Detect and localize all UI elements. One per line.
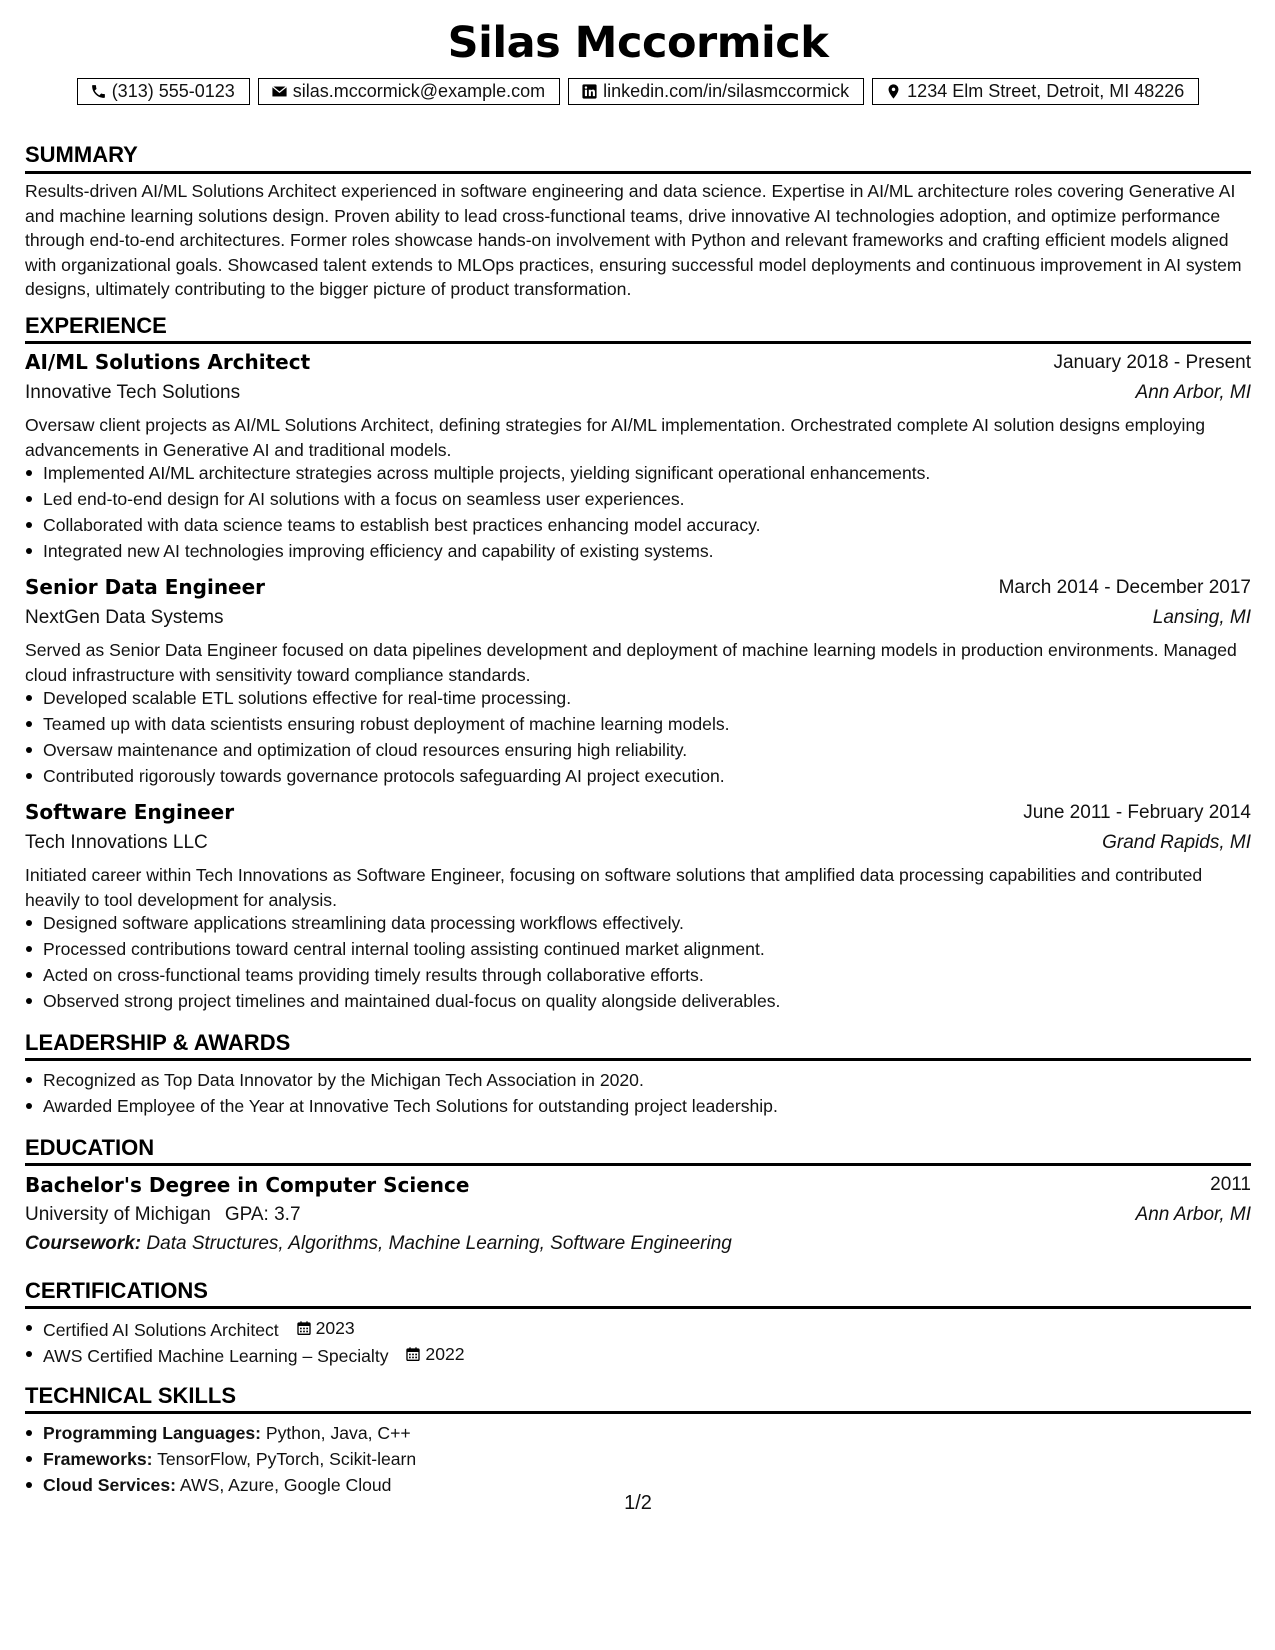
envelope-icon	[271, 83, 288, 100]
skills-heading: TECHNICAL SKILLS	[25, 1383, 237, 1408]
cert-date	[405, 1341, 464, 1367]
resume-page	[25, 0, 1251, 1650]
job-title: Software Engineer	[25, 800, 235, 824]
list-item: Processed contributions toward central internal tooling assisting continued market alignment.	[43, 936, 1243, 962]
graduation-year: 2011	[1210, 1174, 1251, 1195]
page-number: 1/2	[624, 1492, 652, 1514]
coursework-line	[25, 1233, 732, 1255]
linkedin-icon	[581, 83, 598, 100]
email-chip[interactable]	[258, 78, 560, 105]
skill-value: TensorFlow, PyTorch, Scikit-learn	[157, 1449, 417, 1469]
list-item	[43, 1446, 1243, 1472]
candidate-name: Silas Mccormick	[447, 18, 829, 68]
job-company: Innovative Tech Solutions	[25, 382, 241, 403]
list-item	[43, 1420, 1243, 1446]
job-dates: June 2011 - February 2014	[1023, 802, 1251, 823]
list-item: Awarded Employee of the Year at Innovative Tech Solutions for outstanding project leadership.	[43, 1093, 1243, 1119]
map-pin-icon	[885, 83, 902, 100]
list-item: Teamed up with data scientists ensuring robust deployment of machine learning models.	[43, 711, 1243, 737]
cert-name: Certified AI Solutions Architect	[43, 1320, 279, 1340]
leadership-heading: LEADERSHIP & AWARDS	[25, 1030, 291, 1055]
job-bullets	[25, 910, 1243, 1014]
job-title: AI/ML Solutions Architect	[25, 350, 311, 374]
calendar-icon	[405, 1346, 421, 1362]
job-bullets	[25, 685, 1243, 789]
coursework-label: Coursework:	[25, 1233, 142, 1254]
cert-date	[296, 1315, 355, 1341]
summary-heading: SUMMARY	[25, 142, 138, 167]
coursework-list: Data Structures, Algorithms, Machine Learning, Software Engineering	[146, 1233, 732, 1254]
skill-value: AWS, Azure, Google Cloud	[179, 1475, 392, 1495]
leadership-divider	[25, 1058, 1251, 1061]
calendar-icon	[296, 1320, 312, 1336]
list-item: Integrated new AI technologies improving efficiency and capability of existing systems.	[43, 538, 1243, 564]
list-item: Oversaw maintenance and optimization of cloud resources ensuring high reliability.	[43, 737, 1243, 763]
skill-label: Programming Languages:	[43, 1423, 261, 1443]
list-item: Collaborated with data science teams to establish best practices enhancing model accuracy.	[43, 512, 1243, 538]
linkedin-text: linkedin.com/in/silasmccormick	[603, 81, 850, 101]
job-dates: January 2018 - Present	[1053, 352, 1251, 373]
school-line	[25, 1204, 301, 1226]
skill-label: Frameworks:	[43, 1449, 153, 1469]
job-location: Lansing, MI	[1152, 607, 1251, 628]
linkedin-chip[interactable]	[568, 78, 864, 105]
summary-divider	[25, 171, 1251, 174]
contact-bar	[25, 78, 1251, 105]
job-company: NextGen Data Systems	[25, 607, 224, 628]
address-chip[interactable]	[872, 78, 1199, 105]
job-location: Ann Arbor, MI	[1135, 382, 1251, 403]
skill-value: Python, Java, C++	[265, 1423, 411, 1443]
certifications-heading: CERTIFICATIONS	[25, 1278, 208, 1303]
job-title: Senior Data Engineer	[25, 575, 266, 599]
cert-year: 2022	[425, 1344, 465, 1364]
job-description: Initiated career within Tech Innovations as Software Engineer, focusing on software solutions that amplified data processing capabilities and contributed heavily to tool development for analysis.	[25, 865, 1203, 910]
list-item: Led end-to-end design for AI solutions with a focus on seamless user experiences.	[43, 486, 1243, 512]
list-item	[43, 1315, 1243, 1341]
list-item: Developed scalable ETL solutions effective for real-time processing.	[43, 685, 1243, 711]
cert-name: AWS Certified Machine Learning – Specialty	[43, 1346, 389, 1366]
gpa: GPA: 3.7	[224, 1204, 301, 1225]
job-location: Grand Rapids, MI	[1102, 832, 1251, 853]
job-dates: March 2014 - December 2017	[998, 577, 1251, 598]
school-name: University of Michigan	[25, 1204, 211, 1225]
cert-year: 2023	[315, 1318, 355, 1338]
phone-text: (313) 555-0123	[111, 81, 235, 101]
skills-list	[25, 1420, 1243, 1498]
school-location: Ann Arbor, MI	[1135, 1204, 1251, 1225]
address-text: 1234 Elm Street, Detroit, MI 48226	[907, 81, 1185, 101]
list-item: Acted on cross-functional teams providing timely results through collaborative efforts.	[43, 962, 1243, 988]
job-description: Oversaw client projects as AI/ML Solutions Architect, defining strategies for AI/ML implementation. Orchestrated complete AI solution designs employing advancements in Generative AI and traditional models.	[25, 415, 1206, 460]
certifications-list	[25, 1315, 1243, 1367]
list-item: Recognized as Top Data Innovator by the Michigan Tech Association in 2020.	[43, 1067, 1243, 1093]
list-item: Observed strong project timelines and maintained dual-focus on quality alongside deliverables.	[43, 988, 1243, 1014]
summary-text: Results-driven AI/ML Solutions Architect experienced in software engineering and data science. Expertise in AI/ML architecture roles covering Generative AI and machine learning solutions design. Proven ability to lead cross-functional teams, drive innovative AI technologies adoption, and optimize performance through end-to-end architectures. Former roles showcase hands-on involvement with Python and relevant frameworks and crafting efficient models aligned with organizational goals. Showcased talent extends to MLOps practices, ensuring successful model deployments and continuous improvement in AI system designs, ultimately contributing to the bigger picture of product transformation.	[25, 181, 1242, 300]
education-heading: EDUCATION	[25, 1135, 155, 1160]
job-company: Tech Innovations LLC	[25, 832, 208, 853]
list-item: Designed software applications streamlining data processing workflows effectively.	[43, 910, 1243, 936]
skill-label: Cloud Services:	[43, 1475, 176, 1495]
job-description: Served as Senior Data Engineer focused on data pipelines development and deployment of machine learning models in production environments. Managed cloud infrastructure with sensitivity toward compliance standards.	[25, 640, 1237, 685]
email-text: silas.mccormick@example.com	[292, 81, 546, 101]
phone-chip[interactable]	[77, 78, 250, 105]
phone-icon	[90, 83, 107, 100]
list-item: Contributed rigorously towards governance protocols safeguarding AI project execution.	[43, 763, 1243, 789]
education-divider	[25, 1163, 1251, 1166]
job-bullets	[25, 460, 1243, 564]
leadership-list	[25, 1067, 1243, 1119]
degree-title: Bachelor's Degree in Computer Science	[25, 1173, 470, 1197]
certifications-divider	[25, 1306, 1251, 1309]
list-item: Implemented AI/ML architecture strategies across multiple projects, yielding significant operational enhancements.	[43, 460, 1243, 486]
experience-heading: EXPERIENCE	[25, 313, 167, 338]
list-item	[43, 1341, 1243, 1367]
experience-divider	[25, 341, 1251, 344]
skills-divider	[25, 1411, 1251, 1414]
